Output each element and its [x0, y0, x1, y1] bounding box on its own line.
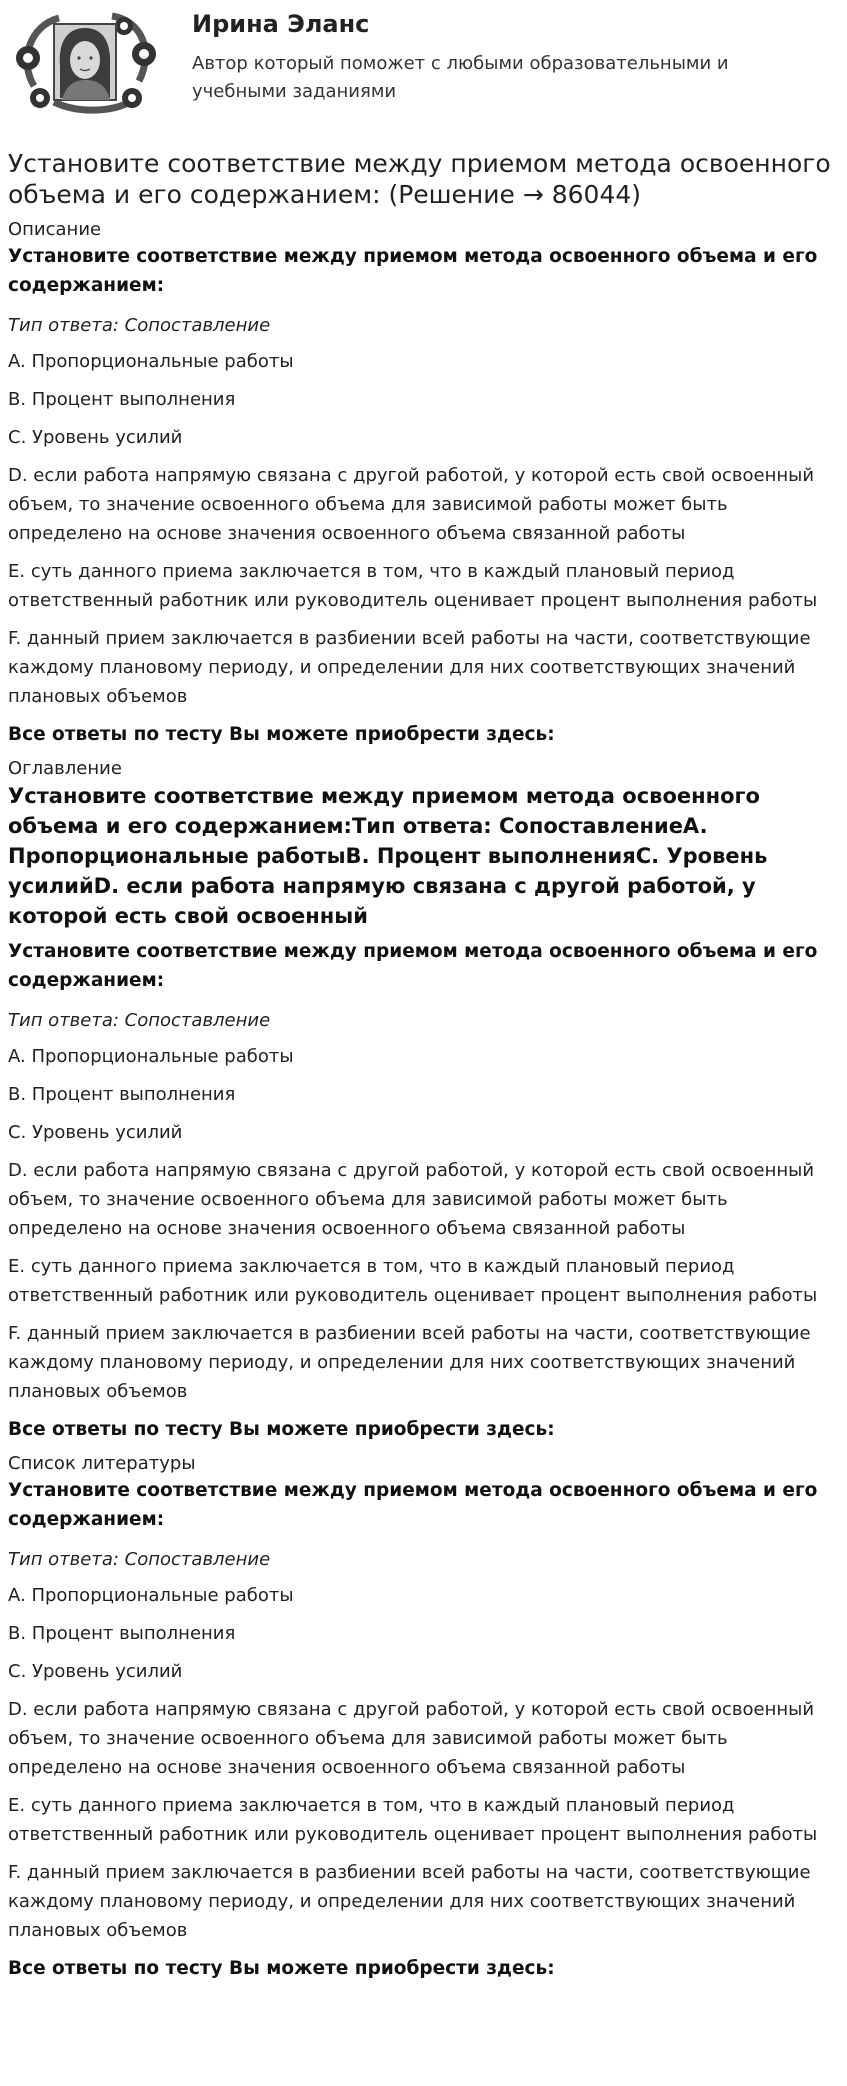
toc-section — [8, 757, 835, 1444]
author-description: Автор который поможет с любыми образовательными и учебными заданиями — [192, 53, 729, 102]
page-title: Установите соответствие между приемом метода освоенного объема и его содержанием: (Решение → 86044) — [8, 149, 831, 209]
answer-type: Тип ответа: Сопоставление — [8, 315, 271, 336]
option-d: D. если работа напрямую связана с другой работой, у которой есть свой освоенный объем, то значение освоенного объема для зависимой работы может быть определено на основе значения освоенного объема связанной работы — [8, 465, 815, 544]
buy-answers-text: Все ответы по тесту Вы можете приобрести здесь: — [8, 1419, 555, 1440]
option-e: E. суть данного приема заключается в том, что в каждый плановый период ответственный работник или руководитель оценивает процент выполнения работы — [8, 1256, 818, 1306]
answer-type: Тип ответа: Сопоставление — [8, 1010, 271, 1031]
option-b: B. Процент выполнения — [8, 389, 236, 410]
option-f: F. данный прием заключается в разбиении всей работы на части, соответствующие каждому плановому периоду, и определении для них соответствующих значений плановых объемов — [8, 628, 811, 707]
option-c: C. Уровень усилий — [8, 1122, 183, 1143]
option-b: B. Процент выполнения — [8, 1084, 236, 1105]
buy-answers-text: Все ответы по тесту Вы можете приобрести здесь: — [8, 1958, 555, 1979]
answer-type: Тип ответа: Сопоставление — [8, 1549, 271, 1570]
author-avatar[interactable] — [14, 6, 158, 114]
section-label-toc: Оглавление — [8, 758, 122, 779]
question-text: Установите соответствие между приемом метода освоенного объема и его содержанием: — [8, 941, 818, 991]
question-text: Установите соответствие между приемом метода освоенного объема и его содержанием: — [8, 1480, 818, 1530]
option-e: E. суть данного приема заключается в том, что в каждый плановый период ответственный работник или руководитель оценивает процент выполнения работы — [8, 1795, 818, 1845]
option-a: A. Пропорциональные работы — [8, 351, 294, 372]
option-d: D. если работа напрямую связана с другой работой, у которой есть свой освоенный объем, то значение освоенного объема для зависимой работы может быть определено на основе значения освоенного объема связанной работы — [8, 1699, 815, 1778]
option-f: F. данный прием заключается в разбиении всей работы на части, соответствующие каждому плановому периоду, и определении для них соответствующих значений плановых объемов — [8, 1862, 811, 1941]
question-text: Установите соответствие между приемом метода освоенного объема и его содержанием: — [8, 246, 818, 296]
option-b: B. Процент выполнения — [8, 1623, 236, 1644]
toc-heading: Установите соответствие между приемом метода освоенного объема и его содержанием:Тип ответа: СопоставлениеA. Пропорциональные работыB. Процент выполненияC. Уровень усилийD. если работа напрямую связана с другой работой, у которой есть свой освоенный — [8, 784, 768, 928]
option-a: A. Пропорциональные работы — [8, 1585, 294, 1606]
author-name[interactable]: Ирина Эланс — [192, 10, 370, 38]
author-card — [8, 0, 835, 120]
option-e: E. суть данного приема заключается в том, что в каждый плановый период ответственный работник или руководитель оценивает процент выполнения работы — [8, 561, 818, 611]
references-section — [8, 1452, 835, 1983]
description-section — [8, 218, 835, 749]
buy-answers-text: Все ответы по тесту Вы можете приобрести здесь: — [8, 724, 555, 745]
section-label-description: Описание — [8, 219, 102, 240]
option-a: A. Пропорциональные работы — [8, 1046, 294, 1067]
option-c: C. Уровень усилий — [8, 427, 183, 448]
option-d: D. если работа напрямую связана с другой работой, у которой есть свой освоенный объем, то значение освоенного объема для зависимой работы может быть определено на основе значения освоенного объема связанной работы — [8, 1160, 815, 1239]
option-c: C. Уровень усилий — [8, 1661, 183, 1682]
section-label-references: Список литературы — [8, 1453, 196, 1474]
option-f: F. данный прием заключается в разбиении всей работы на части, соответствующие каждому плановому периоду, и определении для них соответствующих значений плановых объемов — [8, 1323, 811, 1402]
